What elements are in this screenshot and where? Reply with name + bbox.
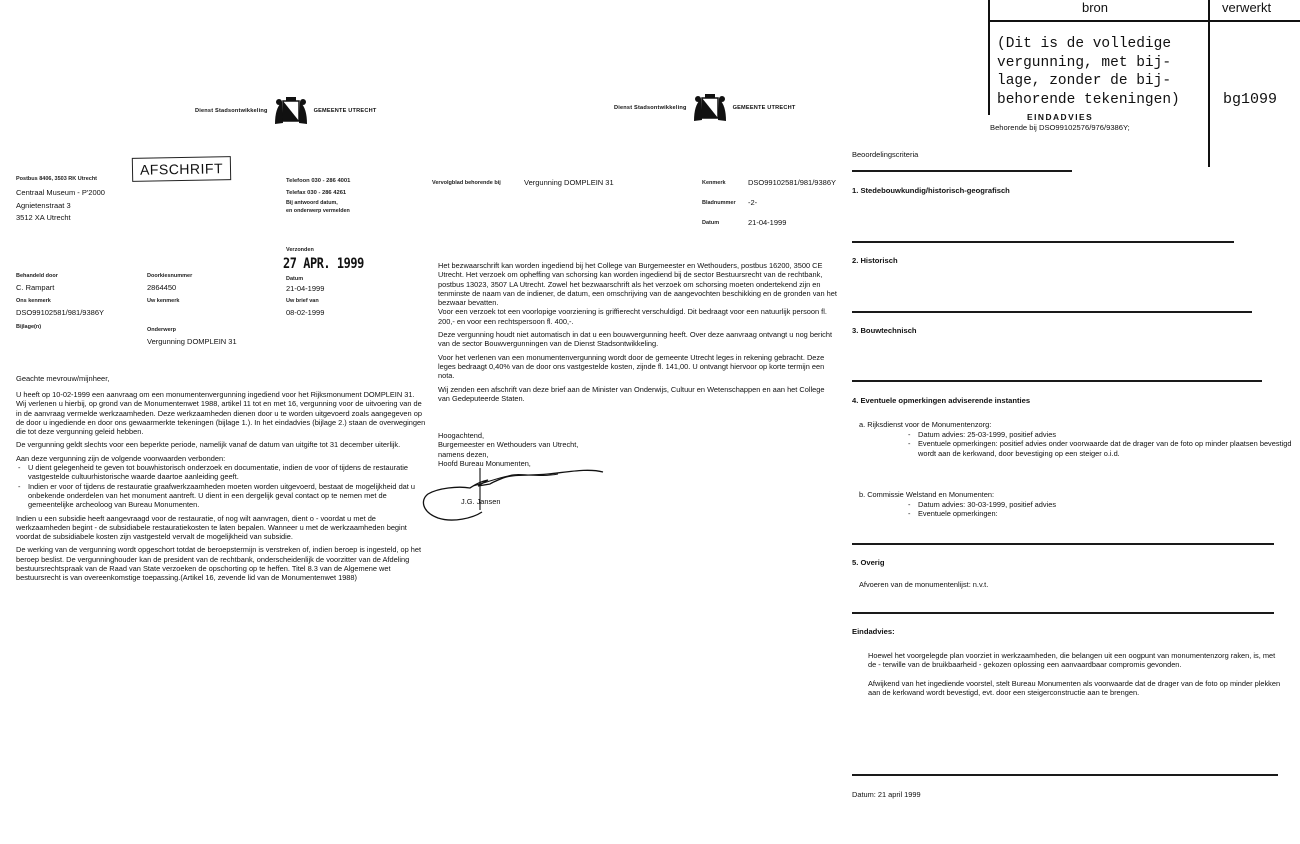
uw-brief-value: 08-02-1999 [286, 308, 325, 317]
table-border [1208, 0, 1210, 167]
divider [852, 170, 1072, 172]
advice-title: EINDADVIES [1027, 112, 1094, 122]
ons-kenmerk-label: Ons kenmerk [16, 298, 51, 304]
section-5-heading: 5. Overig [852, 558, 885, 567]
body-paragraph: Wij zenden een afschrift van deze brief aan de Minister van Onderwijs, Cultuur en Wetenschappen en aan het College van Gedeputeerde Staten. [438, 384, 825, 403]
section-4-heading: 4. Eventuele opmerkingen adviserende instanties [852, 396, 1031, 405]
uw-kenmerk-label: Uw kenmerk [147, 298, 180, 304]
advice-date: Datum: 21 april 1999 [852, 790, 921, 799]
body-paragraph: Aan deze vergunning zijn de volgende voorwaarden verbonden: [16, 453, 226, 463]
letter-body-2 [438, 261, 838, 403]
onderwerp-label: Onderwerp [147, 327, 177, 333]
closing-line: Hoofd Bureau Monumenten, [438, 458, 531, 468]
closing-line: Hoogachtend, [438, 431, 485, 440]
eindadvies-body [868, 651, 1283, 697]
vervolg-label: Vervolgblad behorende bij [432, 180, 501, 186]
signatory-name: J.G. Jansen [461, 497, 501, 506]
body-paragraph: U heeft op 10-02-1999 een aanvraag om een monumentenvergunning ingediend voor het Rijksmonument DOMPLEIN 31. Wij verlenen u hierbij, op grond van de Monumentenwet 1988, artikel 11 tot en met 16, vergunning voor de uitvoering van de in de aanvraag vermelde werkzaamheden. Deze werkzaamheden dienen door u te worden uitgevoerd zoals aangegeven op de door u ingediende en door ons gewaarmerkte tekeningen (bijlage 1.). In het eindadvies (bijlage 2.) staan de overwegingen die tot deze vergunning geleid hebben. [16, 390, 426, 437]
divider [852, 380, 1262, 382]
eindadvies-heading: Eindadvies: [852, 627, 895, 636]
advice-item: - Eventuele opmerkingen: positief advies onder voorwaarde dat de drager van de foto op minder plaatsen bevestigd wordt aan de kerkwand, door bevestiging op een steiger o.i.d. [906, 439, 1296, 458]
vervolg-value: Vergunning DOMPLEIN 31 [524, 178, 614, 187]
datum-label: Datum [702, 220, 720, 226]
verzonden-stamp: 27 APR. 1999 [283, 256, 364, 272]
contact-block [286, 175, 350, 215]
table-border [988, 20, 1300, 22]
uw-brief-label: Uw brief van [286, 298, 319, 304]
bladnummer-value: -2- [748, 198, 758, 207]
onderwerp-value: Vergunning DOMPLEIN 31 [147, 337, 237, 346]
divider [852, 311, 1252, 313]
instantie-b-list [906, 500, 1296, 519]
municipality-name: GEMEENTE UTRECHT [732, 105, 796, 111]
doorkies-value: 2864450 [147, 283, 177, 292]
telefoon: Telefoon 030 - 286 4001 [286, 178, 351, 184]
instantie-a-title: a. Rijksdienst voor de Monumentenzorg: [859, 420, 992, 429]
behandeld-label: Behandeld door [16, 273, 58, 279]
utrecht-crest-icon [693, 93, 727, 123]
utrecht-crest-icon [274, 96, 308, 126]
condition-item: - Indien er voor of tijdens de restauratie graafwerkzaamheden moeten worden uitgevoerd, bestaat de mogelijkheid dat u onbekende onderdelen van het monument aantreft. U dient in een dergelijk geval contact op te nemen met de gemeentelijke archeoloog van Bureau Monumenten. [16, 482, 426, 510]
letterhead [614, 93, 795, 123]
address-line: Centraal Museum - P'2000 [16, 188, 105, 197]
closing-line: namens dezen, [438, 449, 489, 459]
criteria-label: Beoordelingscriteria [852, 150, 919, 159]
section-3-heading: 3. Bouwtechnisch [852, 326, 917, 335]
section-1-heading: 1. Stedebouwkundig/historisch-geografisch [852, 186, 1010, 195]
datum-value: 21-04-1999 [748, 218, 787, 227]
advice-item: - Datum advies: 25-03-1999, positief advies [906, 430, 1296, 439]
datum-value: 21-04-1999 [286, 284, 325, 293]
body-paragraph: Het bezwaarschrift kan worden ingediend bij het College van Burgemeester en Wethouders, postbus 16200, 3500 CE Utrecht. Het verzoek om opheffing van schorsing kan worden ingediend bij de sector Bestuursrecht van de rechtbank, postbus 13023, 3507 LA Utrecht. Zowel het bezwaarschrift als het verzoek om schorsing moeten ondertekend zijn en tenminste de naam van de indiener, de datum, een omschrijving van de aangevochten beschikking en de gronden van het bezwaar bevatten. Voor een verzoek tot een voorlopige voorziening is griffierecht verschuldigd. Dit bedraagt voor een natuurlijk persoon fl. 200,- en voor een rechtspersoon fl. 400,-. [438, 261, 837, 326]
column-header-verwerkt: verwerkt [1222, 0, 1272, 15]
datum-label: Datum [286, 276, 304, 282]
condition-item: - U dient gelegenheid te geven tot bouwhistorisch onderzoek en documentatie, indien de voor of tijdens de restauratie vastgestelde cultuurhistorische waarde daartoe aanleiding geeft. [16, 463, 426, 482]
instantie-a-list [906, 430, 1296, 458]
closing-line: Burgemeester en Wethouders van Utrecht, [438, 440, 579, 450]
conditions-list [16, 463, 426, 509]
reply-note: Bij antwoord datum, [286, 200, 338, 206]
advice-item: - Datum advies: 30-03-1999, positief advies [906, 500, 1296, 509]
archive-code: bg1099 [1223, 91, 1278, 108]
kenmerk-label: Kenmerk [702, 180, 726, 186]
bladnummer-label: Bladnummer [702, 200, 736, 206]
verzonden-label: Verzonden [286, 247, 314, 253]
address-line: 3512 XA Utrecht [16, 213, 71, 222]
bijlagen-label: Bijlage(n) [16, 324, 42, 330]
telefax: Telefax 030 - 286 4261 [286, 190, 347, 196]
advice-item: - Eventuele opmerkingen: [906, 509, 1296, 518]
body-paragraph: De werking van de vergunning wordt opgeschort totdat de beroepstermijn is verstreken of, indien beroep is ingesteld, op het beroep beslist. De vergunninghouder kan de president van de rechtbank, onderscheidenlijk de voorzitter van de Afdeling bestuursrechtspraak van de Raad van State verzoeken de opschorting op te heffen. Titel 8.3 van de Algemene wet bestuursrecht is van overeenkomstige toepassing.(Artikel 16, zevende lid van de Monumentenwet 1988) [16, 545, 422, 583]
letterhead [195, 96, 376, 126]
archive-note: (Dit is de volledige vergunning, met bij- lage, zonder de bij- behorende tekeningen) [997, 36, 1180, 108]
department-name: Dienst Stadsontwikkeling [614, 105, 687, 111]
letter-body-1 [16, 390, 426, 583]
divider [852, 612, 1274, 614]
signature-icon [418, 460, 608, 525]
behandeld-value: C. Rampart [16, 283, 55, 292]
body-paragraph: Voor het verlenen van een monumentenvergunning wordt door de gemeente Utrecht leges in rekening gebracht. Deze leges bedraagt 0,40% van de door ons vastgestelde kosten, zijnde fl. 141,00. U ontvangt hiervoor op korte termijn een nota. [438, 352, 825, 381]
divider [852, 774, 1278, 776]
body-paragraph: De vergunning geldt slechts voor een beperkte periode, namelijk vanaf de datum van uitgifte tot 31 december uiterlijk. [16, 440, 401, 450]
advice-subtitle: Behorende bij DSO99102576/976/9386Y; [990, 123, 1130, 132]
body-paragraph: Indien u een subsidie heeft aangevraagd voor de restauratie, of nog wilt aanvragen, dient o - voordat u met de werkzaamheden begint - de subsidiabele restauratiekosten te laten bepalen. Wanneer u met de werkzaamheden begint voordat de subsidiabele kosten zijn vastgesteld vervalt de mogelijkheid van subsidie. [16, 513, 407, 542]
divider [852, 543, 1274, 545]
divider [852, 241, 1234, 243]
salutation: Geachte mevrouw/mijnheer, [16, 374, 110, 383]
overig-text: Afvoeren van de monumentenlijst: n.v.t. [859, 580, 989, 589]
recipient-address [16, 187, 105, 225]
sender-line: Postbus 8406, 3503 RK Utrecht [16, 176, 98, 182]
afschrift-stamp: AFSCHRIFT [132, 156, 231, 182]
ons-kenmerk-value: DSO99102581/981/9386Y [16, 308, 104, 317]
body-paragraph: Deze vergunning houdt niet automatisch in dat u een bouwvergunning heeft. Over deze aanvraag ontvangt u nog bericht van de sector Bouwvergunningen van de Dienst Stadsontwikkeling. [438, 330, 833, 349]
table-border [988, 0, 990, 115]
reply-note: en onderwerp vermelden [286, 208, 350, 214]
section-2-heading: 2. Historisch [852, 256, 898, 265]
address-line: Agnietenstraat 3 [16, 200, 71, 210]
department-name: Dienst Stadsontwikkeling [195, 108, 268, 114]
doorkies-label: Doorkiesnummer [147, 273, 193, 279]
eindadvies-paragraph: Hoewel het voorgelegde plan voorziet in werkzaamheden, die belangen uit een oogpunt van monumentenzorg raken, is, met de - terwille van de bruikbaarheid - gekozen oplossing een aanvaardbaar compromis gevonden. [868, 651, 1276, 670]
column-header-bron: bron [1082, 0, 1109, 15]
eindadvies-paragraph: Afwijkend van het ingediende voorstel, stelt Bureau Monumenten als voorwaarde dat de drager van de foto op minder plekken aan de kerkwand wordt bevestigd, evt. door een steigerconstructie aan te brengen. [868, 678, 1281, 697]
kenmerk-value: DSO99102581/981/9386Y [748, 178, 836, 187]
instantie-b-title: b. Commissie Welstand en Monumenten: [859, 490, 995, 499]
municipality-name: GEMEENTE UTRECHT [313, 108, 377, 114]
